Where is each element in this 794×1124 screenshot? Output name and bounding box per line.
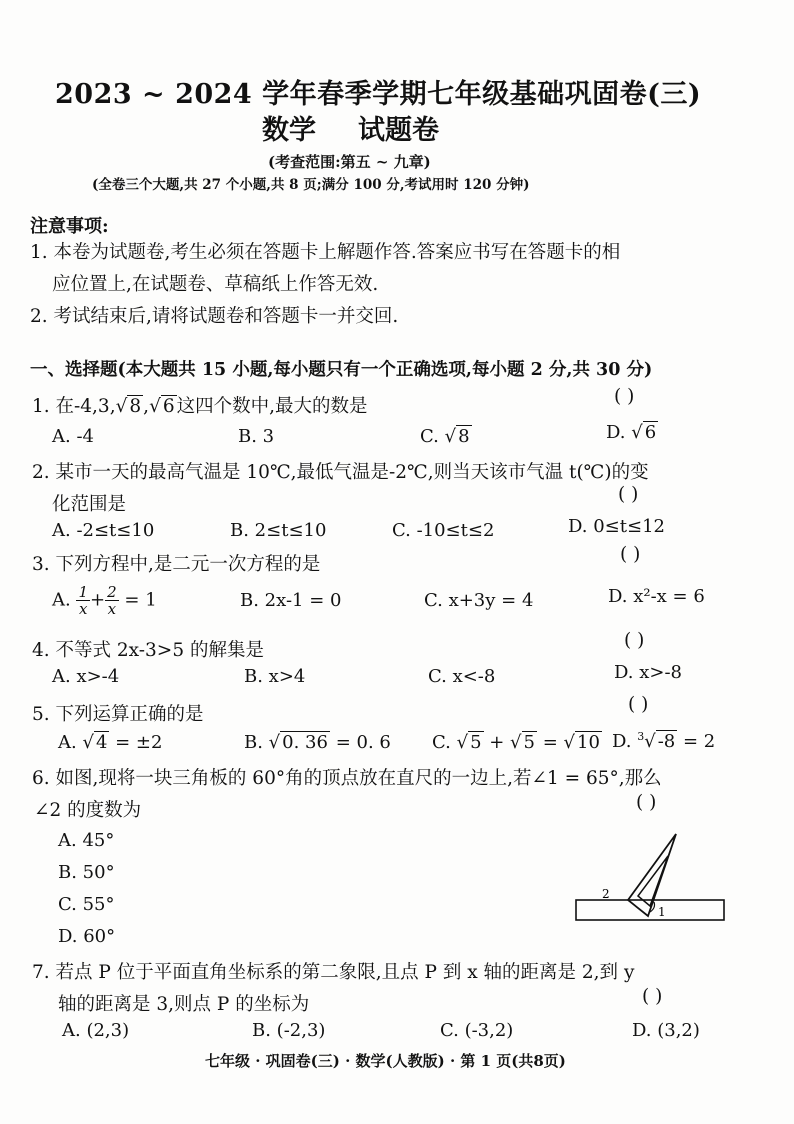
page-footer: 七年级 · 巩固卷(三) · 数学(人教版) · 第 1 页(共8页) — [205, 1052, 566, 1070]
question-6-line-1: 6. 如图,现将一块三角板的 60°角的顶点放在直尺的一边上,若∠1 = 65°,那么 — [32, 768, 662, 789]
q2-option-d: D. 0≤t≤12 — [568, 516, 665, 537]
answer-blank-6[interactable]: ( ) — [636, 792, 657, 813]
q3-option-b: B. 2x-1 = 0 — [240, 590, 342, 611]
q6-option-d: D. 60° — [58, 926, 116, 947]
note-1-line-1: 1. 本卷为试题卷,考生必须在答题卡上解题作答.答案应书写在答题卡的相 — [30, 242, 621, 263]
answer-blank-1[interactable]: ( ) — [614, 386, 635, 407]
question-7-line-2: 轴的距离是 3,则点 P 的坐标为 — [58, 994, 310, 1015]
notes-title: 注意事项: — [30, 216, 109, 237]
question-3-stem: 3. 下列方程中,是二元一次方程的是 — [32, 554, 321, 575]
section-heading: 一、选择题(本大题共 15 小题,每小题只有一个正确选项,每小题 2 分,共 30 分) — [30, 360, 653, 380]
answer-blank-3[interactable]: ( ) — [620, 544, 641, 565]
q7-option-b: B. (-2,3) — [252, 1020, 326, 1041]
q2-option-a: A. -2≤t≤10 — [52, 520, 155, 541]
question-2-line-2: 化范围是 — [52, 494, 127, 515]
q7-option-c: C. (-3,2) — [440, 1020, 514, 1041]
q1-option-d: D. √ 6 — [606, 422, 657, 443]
angle-2-label: 2 — [602, 887, 610, 901]
q1-option-a: A. -4 — [52, 426, 94, 447]
question-1-stem: 1. 在-4,3,√ 8 ,√ 6 这四个数中,最大的数是 — [32, 396, 368, 417]
q3-option-c: C. x+3y = 4 — [424, 590, 534, 611]
question-5-stem: 5. 下列运算正确的是 — [32, 704, 204, 725]
sqrt-6: √ 6 — [149, 396, 175, 417]
q2-option-c: C. -10≤t≤2 — [392, 520, 495, 541]
q1-option-c: C. √ 8 — [420, 426, 470, 447]
subject: 数学 — [262, 115, 316, 146]
q3-option-a: A. $\frac{1}{x}$ + $\frac{2}{x}$ = 1 — [52, 583, 157, 618]
q4-option-b: B. x>4 — [244, 666, 306, 687]
q3-option-d: D. x²-x = 6 — [608, 586, 705, 607]
angle-1-label: 1 — [658, 905, 666, 919]
answer-blank-7[interactable]: ( ) — [642, 986, 663, 1007]
q5-option-d: D. $^3$√ -8 = 2 — [612, 730, 716, 752]
set-square-outer — [628, 834, 676, 916]
triangle-ruler-figure — [572, 830, 728, 930]
q2-option-b: B. 2≤t≤10 — [230, 520, 327, 541]
q6-option-a: A. 45° — [58, 830, 115, 851]
q5-option-b: B. √ 0. 36 = 0. 6 — [244, 732, 391, 753]
question-2-line-1: 2. 某市一天的最高气温是 10℃,最低气温是-2℃,则当天该市气温 t(℃)的变 — [32, 462, 649, 483]
question-7-line-1: 7. 若点 P 位于平面直角坐标系的第二象限,且点 P 到 x 轴的距离是 2,到 y — [32, 962, 635, 983]
q4-option-c: C. x<-8 — [428, 666, 496, 687]
q6-option-b: B. 50° — [58, 862, 115, 883]
q6-option-c: C. 55° — [58, 894, 115, 915]
answer-blank-5[interactable]: ( ) — [628, 694, 649, 715]
note-2: 2. 考试结束后,请将试题卷和答题卡一并交回. — [30, 306, 399, 327]
exam-info: (全卷三个大题,共 27 个小题,共 8 页;满分 100 分,考试用时 120 分钟) — [92, 177, 530, 193]
question-6-line-2: ∠2 的度数为 — [34, 800, 142, 821]
q7-option-d: D. (3,2) — [632, 1020, 700, 1041]
exam-title: 2023 ~ 2024 学年春季学期七年级基础巩固卷(三) — [55, 79, 702, 110]
q1-option-b: B. 3 — [238, 426, 275, 447]
exam-scope: (考查范围:第五 ~ 九章) — [268, 153, 431, 171]
sqrt-8: √ 8 — [115, 396, 142, 417]
q4-option-d: D. x>-8 — [614, 662, 683, 683]
q5-option-a: A. √ 4 = ±2 — [58, 732, 163, 753]
q7-option-a: A. (2,3) — [62, 1020, 130, 1041]
exam-subtitle — [262, 108, 481, 147]
q5-option-c: C. √ 5 + √ 5 = √ 10 — [432, 732, 600, 753]
answer-blank-2[interactable]: ( ) — [618, 484, 639, 505]
question-4-stem: 4. 不等式 2x-3>5 的解集是 — [32, 640, 264, 661]
paper-kind: 试题卷 — [358, 115, 439, 146]
answer-blank-4[interactable]: ( ) — [624, 630, 645, 651]
note-1-line-2: 应位置上,在试题卷、草稿纸上作答无效. — [52, 274, 379, 295]
q4-option-a: A. x>-4 — [52, 666, 120, 687]
